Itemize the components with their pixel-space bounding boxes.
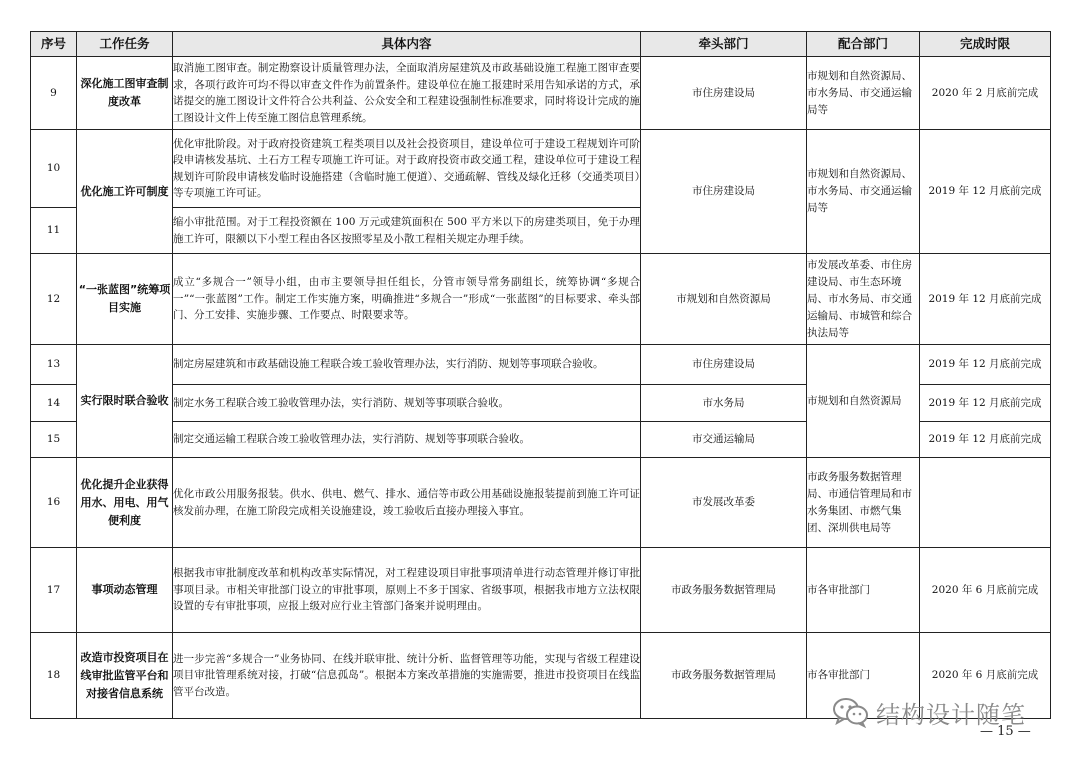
row-task: “一张蓝图”统筹项目实施: [77, 254, 173, 345]
row-co: 市各审批部门: [807, 548, 920, 633]
table-row: [31, 130, 1051, 208]
row-task: 优化提升企业获得用水、用电、用气便利度: [77, 458, 173, 548]
header-lead: 牵头部门: [641, 32, 807, 57]
row-lead: 市政务服务数据管理局: [641, 633, 807, 719]
row-no: 18: [31, 633, 77, 719]
row-lead: 市交通运输局: [641, 422, 807, 458]
wechat-icon: [832, 696, 870, 728]
row-time: 2019 年 12 月底前完成: [920, 385, 1051, 422]
row-co: 市政务服务数据管理局、市通信管理局和市水务集团、市燃气集团、深圳供电局等: [807, 458, 920, 548]
table-row: [31, 345, 1051, 385]
table-row: [31, 57, 1051, 130]
row-task: 深化施工图审查制度改革: [77, 57, 173, 130]
row-time: 2019 年 12 月底前完成: [920, 345, 1051, 385]
row-lead: 市住房建设局: [641, 130, 807, 254]
row-content: 制定水务工程联合竣工验收管理办法，实行消防、规划等事项联合验收。: [173, 385, 641, 422]
row-time: 2020 年 6 月底前完成: [920, 633, 1051, 719]
page-number: — 15 —: [980, 724, 1031, 739]
row-content: 缩小审批范围。对于工程投资额在 100 万元或建筑面积在 500 平方米以下的房建类项目，免于办理施工许可，限额以下小型工程由各区按照零星及小散工程相关规定办理手续。: [173, 208, 641, 254]
row-lead: 市住房建设局: [641, 57, 807, 130]
header-time: 完成时限: [920, 32, 1051, 57]
row-time: 2020 年 2 月底前完成: [920, 57, 1051, 130]
row-co: 市规划和自然资源局: [807, 345, 920, 458]
table-row: [31, 548, 1051, 633]
row-co: 市发展改革委、市住房建设局、市生态环境局、市水务局、市交通运输局、市城管和综合执法局等: [807, 254, 920, 345]
row-task: 优化施工许可制度: [77, 130, 173, 254]
row-content: 根据我市审批制度改革和机构改革实际情况，对工程建设项目审批事项清单进行动态管理并修订审批事项目录。市相关审批部门设立的审批事项，原则上不多于国家、省级事项，根据我市地方立法权限设置的专有审批事项，应报上级对应行业主管部门备案并说明理由。: [173, 548, 641, 633]
row-time: 2019 年 12 月底前完成: [920, 130, 1051, 254]
header-content: 具体内容: [173, 32, 641, 57]
row-lead: 市住房建设局: [641, 345, 807, 385]
row-content: 成立“多规合一”领导小组，由市主要领导担任组长，分管市领导常务副组长，统筹协调“多规合一”“一张蓝图”工作。制定工作实施方案，明确推进“多规合一”形成“一张蓝图”的目标要求、牵头部门、分工安排、实施步骤、工作要点、时限要求等。: [173, 254, 641, 345]
row-content: 进一步完善“多规合一”业务协同、在线并联审批、统计分析、监督管理等功能，实现与省级工程建设项目审批管理系统对接，打破“信息孤岛”。根据本方案改革措施的实施需要，推进市投资项目在线监管平台改造。: [173, 633, 641, 719]
row-content: 制定交通运输工程联合竣工验收管理办法，实行消防、规划等事项联合验收。: [173, 422, 641, 458]
watermark-text: 结构设计随笔: [876, 700, 1026, 729]
row-no: 9: [31, 57, 77, 130]
row-time: [920, 458, 1051, 548]
table-row: [31, 254, 1051, 345]
row-task: 改造市投资项目在线审批监管平台和对接省信息系统: [77, 633, 173, 719]
row-no: 14: [31, 385, 77, 422]
table-header-row: [31, 32, 1051, 57]
header-no: 序号: [31, 32, 77, 57]
row-no: 13: [31, 345, 77, 385]
row-content: 制定房屋建筑和市政基础设施工程联合竣工验收管理办法，实行消防、规划等事项联合验收。: [173, 345, 641, 385]
row-task: 事项动态管理: [77, 548, 173, 633]
row-time: 2020 年 6 月底前完成: [920, 548, 1051, 633]
row-no: 10: [31, 130, 77, 208]
row-co: 市规划和自然资源局、市水务局、市交通运输局等: [807, 130, 920, 254]
row-content: 优化审批阶段。对于政府投资建筑工程类项目以及社会投资项目，建设单位可于建设工程规划许可阶段申请核发基坑、土石方工程专项施工许可证。对于政府投资市政交通工程，建设单位可于建设工程规划许可阶段申请核发临时设施搭建（含临时施工便道）、交通疏解、管线及绿化迁移（交通类项目）等专项施工许可证。: [173, 130, 641, 208]
row-no: 16: [31, 458, 77, 548]
row-no: 17: [31, 548, 77, 633]
row-lead: 市发展改革委: [641, 458, 807, 548]
work-task-table: [30, 31, 1051, 719]
row-time: 2019 年 12 月底前完成: [920, 422, 1051, 458]
row-co: 市规划和自然资源局、市水务局、市交通运输局等: [807, 57, 920, 130]
row-content: 取消施工图审查。制定勘察设计质量管理办法，全面取消房屋建筑及市政基础设施工程施工图审查要求，各项行政许可均不得以审查文件作为前置条件。建设单位在施工报建时采用告知承诺的方式，承诺提交的施工图设计文件符合公共利益、公众安全和工程建设强制性标准要求，同时将设计完成的施工图设计文件上传至施工图信息管理系统。: [173, 57, 641, 130]
row-lead: 市政务服务数据管理局: [641, 548, 807, 633]
header-task: 工作任务: [77, 32, 173, 57]
header-co: 配合部门: [807, 32, 920, 57]
row-no: 12: [31, 254, 77, 345]
row-content: 优化市政公用服务报装。供水、供电、燃气、排水、通信等市政公用基础设施报装提前到施工许可证核发前办理，在施工阶段完成相关设施建设，竣工验收后直接办理接入事宜。: [173, 458, 641, 548]
row-time: 2019 年 12 月底前完成: [920, 254, 1051, 345]
row-no: 11: [31, 208, 77, 254]
row-no: 15: [31, 422, 77, 458]
row-lead: 市水务局: [641, 385, 807, 422]
row-lead: 市规划和自然资源局: [641, 254, 807, 345]
row-task: 实行限时联合验收: [77, 345, 173, 458]
table-row: [31, 458, 1051, 548]
row-co: 市各审批部门: [807, 633, 920, 719]
